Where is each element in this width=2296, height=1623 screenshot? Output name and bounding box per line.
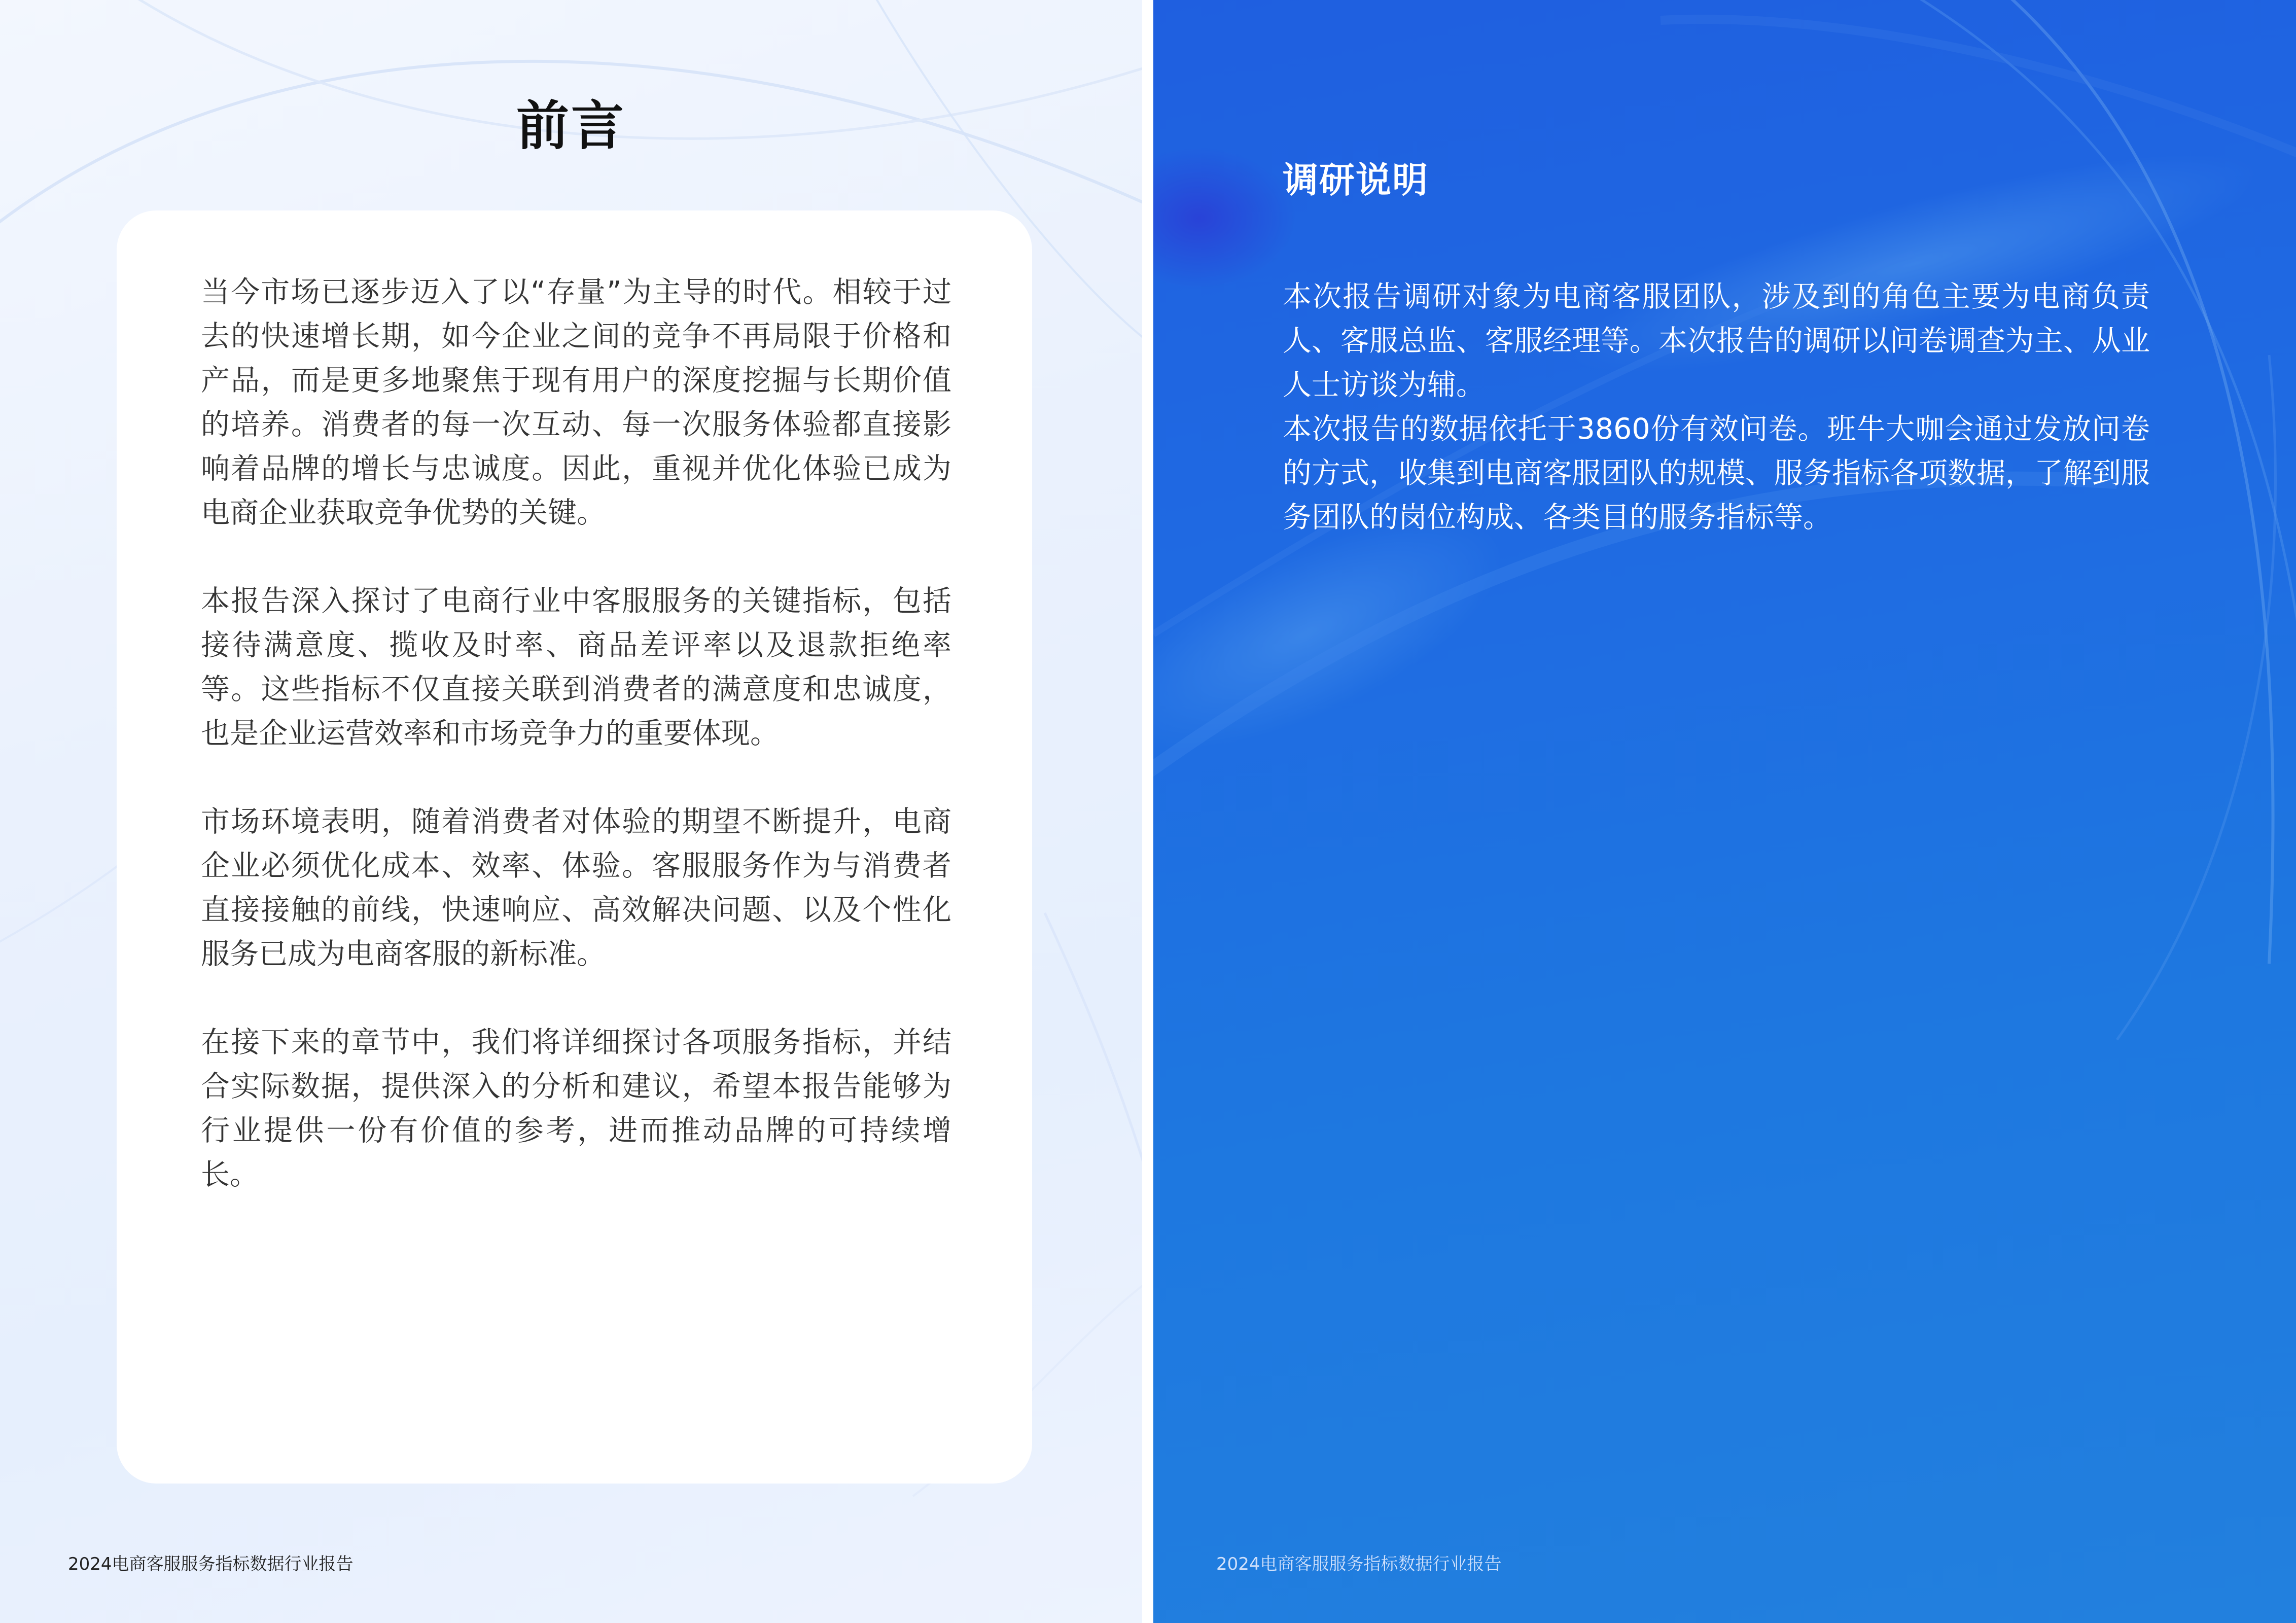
preface-paragraph: 本报告深入探讨了电商行业中客服服务的关键指标，包括接待满意度、揽收及时率、商品差评率以及退款拒绝率等。这些指标不仅直接关联到消费者的满意度和忠诚度，也是企业运营效率和市场竞争力的重要体现。: [201, 584, 951, 750]
preface-paragraph: 当今市场已逐步迈入了以“存量”为主导的时代。相较于过去的快速增长期，如今企业之间的竞争不再局限于价格和产品，而是更多地聚焦于现有用户的深度挖掘与长期价值的培养。消费者的每一次互动、每一次服务体验都直接影响着品牌的增长与忠诚度。因此，重视并优化体验已成为电商企业获取竞争优势的关键。: [201, 275, 951, 530]
survey-paragraph: 本次报告的数据依托于3860份有效问卷。班牛大咖会通过发放问卷的方式，收集到电商客服团队的规模、服务指标各项数据，了解到服务团队的岗位构成、各类目的服务指标等。: [1283, 412, 2150, 534]
preface-paragraph: 市场环境表明，随着消费者对体验的期望不断提升，电商企业必须优化成本、效率、体验。客服服务作为与消费者直接接触的前线，快速响应、高效解决问题、以及个性化服务已成为电商客服的新标准。: [201, 805, 951, 971]
section-title: 调研说明: [1283, 159, 1429, 201]
page-title: 前言: [516, 95, 626, 157]
preface-card: [117, 210, 1032, 1484]
page-footer: 2024电商客服服务指标数据行业报告: [1216, 1554, 1502, 1574]
preface-paragraph: 在接下来的章节中，我们将详细探讨各项服务指标，并结合实际数据，提供深入的分析和建议，希望本报告能够为行业提供一份有价值的参考，进而推动品牌的可持续增长。: [201, 1026, 951, 1191]
survey-page: [1153, 0, 2296, 1623]
preface-body: [201, 270, 951, 1241]
survey-paragraph: 本次报告调研对象为电商客服团队，涉及到的角色主要为电商负责人、客服总监、客服经理等。本次报告的调研以问卷调查为主、从业人士访谈为辅。: [1283, 280, 2150, 402]
decorative-brush-strokes: [1153, 0, 2296, 1623]
preface-page: [0, 0, 1142, 1623]
survey-body: [1283, 275, 2150, 540]
page-gutter: [1142, 0, 1153, 1623]
page-footer: 2024电商客服服务指标数据行业报告: [68, 1554, 354, 1574]
